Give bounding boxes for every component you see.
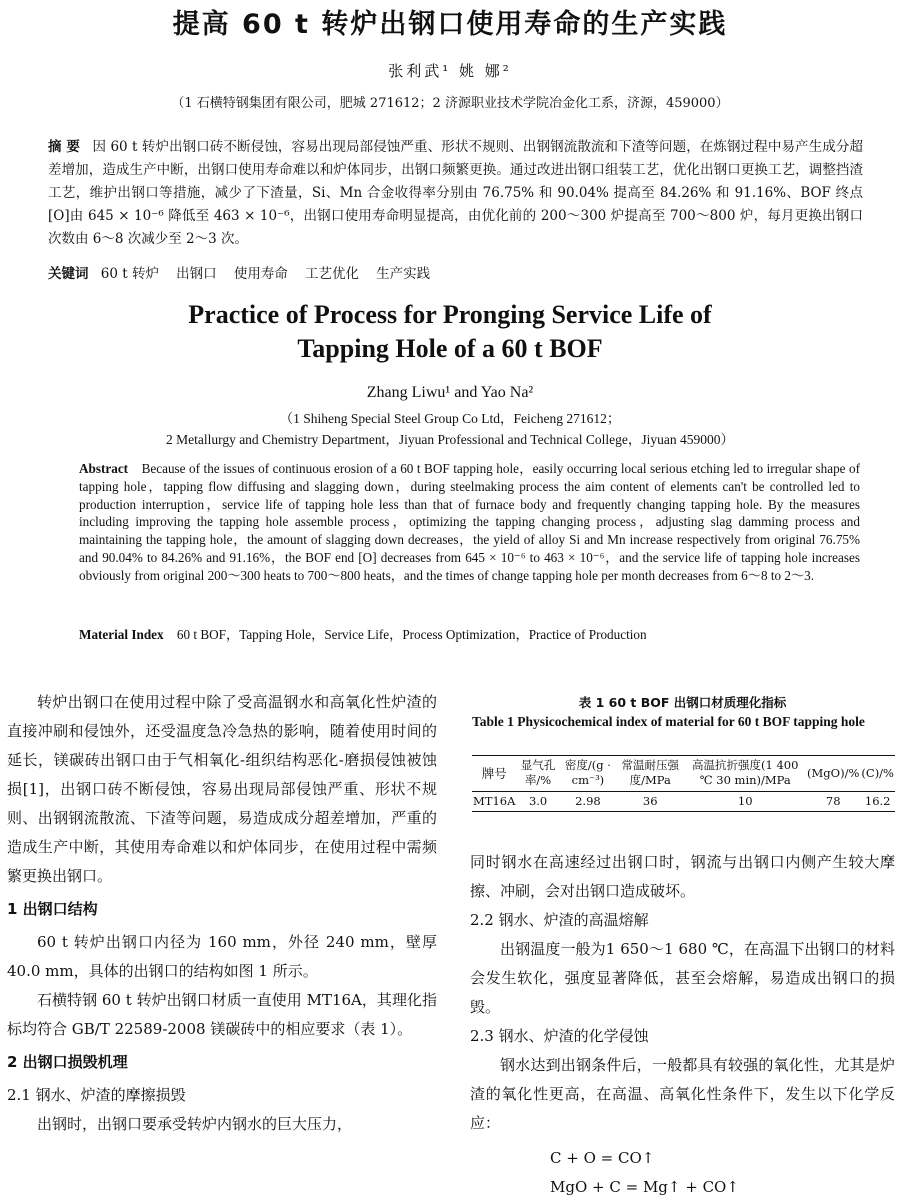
table-1-caption-english: Table 1 Physicochemical index of material for 60 t BOF tapping hole [472,714,865,729]
section-2-1-paragraph-1: 出钢时，出钢口要承受转炉内钢水的巨大压力， [37,1115,353,1133]
table-header-cell: (C)/% [860,756,895,792]
section-2-3-paragraph-1: 钢水达到出钢条件后，一般都具有较强的氧化性，尤其是炉渣的氧化性更高，在高温、高氧化性条件下，发生以下化学反应： [470,1056,895,1132]
continued-paragraph: 同时钢水在高速经过出钢口时，钢流与出钢口内侧产生较大摩擦、冲刷，会对出钢口造成破坏。 [470,853,895,900]
english-material-index-text: 60 t BOF，Tapping Hole，Service Life，Process Optimization，Practice of Production [176,627,647,642]
section-2-heading: 2 出钢口损毁机理 [7,1053,128,1071]
chinese-authors: 张利武¹ 姚 娜² [388,62,512,80]
section-2-3-heading: 2.3 钢水、炉渣的化学侵蚀 [470,1027,649,1045]
table-1 [472,755,895,812]
table-cell: 78 [806,792,860,812]
table-cell: 16.2 [860,792,895,812]
chinese-keywords-text: 60 t 转炉 出钢口 使用寿命 工艺优化 生产实践 [100,266,431,282]
chinese-abstract [48,136,863,251]
table-header-cell: 密度/(g · cm⁻³) [560,756,616,792]
table-header-cell: (MgO)/% [806,756,860,792]
chinese-affiliation: （1 石横特钢集团有限公司，肥城 271612；2 济源职业技术学院冶金化工系，济源，459000） [171,96,729,111]
section-1-heading: 1 出钢口结构 [7,900,98,918]
table-cell: 10 [684,792,806,812]
english-abstract-text: Because of the issues of continuous erosion of a 60 t BOF tapping hole，easily occurring local serious etching led to irregular shape of tapping hole，tapping flow diffusing and slagging down，during steelmaking process the aim content of elements can't be controlled led to production interruption，service life of tapping hole less than that of furnace body and frequently changing tapping hole. By the measures including improving the tapping hole assemble process，optimizing the tapping changing process，adjusting slag damming process and maintaining the tapping hole，the amount of slagging down decreases，the yield of alloy Si and Mn increase respectively from original 76.75% and 90.04% to 84.26% and 91.16%，the BOF end [O] decreases from 645 × 10⁻⁶ to 463 × 10⁻⁶，and the service life of tapping hole increases obviously from original 200～300 heats to 700～800 heats，and the times of change tapping hole per month decreases from 6～8 to 2～3. [79,461,861,583]
body-right-column [470,848,895,1202]
chinese-keywords [48,263,863,286]
table-header-cell: 高温抗折强度(1 400 ℃ 30 min)/MPa [684,756,806,792]
table-header-cell: 牌号 [472,756,516,792]
english-material-index [79,626,860,644]
table-cell: MT16A [472,792,516,812]
body-left-column [7,688,437,1139]
table-cell: 36 [616,792,684,812]
chinese-abstract-label: 摘 要 [48,139,81,155]
equation-2: MgO + C = Mg↑ + CO↑ [550,1178,739,1196]
section-2-1-heading: 2.1 钢水、炉渣的摩擦损毁 [7,1086,186,1104]
section-2-2-paragraph-1: 出钢温度一般为1 650～1 680 ℃，在高温下出钢口的材料会发生软化，强度显著降低，甚至会熔解，易造成出钢口的损毁。 [470,940,895,1016]
table-header-row [472,756,895,792]
table-header-cell: 显气孔率/% [516,756,559,792]
english-affiliation-line-2: 2 Metallurgy and Chemistry Department，Jiyuan Professional and Technical College，Jiyuan 459000） [165,432,735,447]
english-title-line-1: Practice of Process for Pronging Service Life of [188,300,712,329]
table-1-caption-chinese: 表 1 60 t BOF 出钢口材质理化指标 [578,695,787,710]
english-title [0,298,900,366]
english-abstract-label: Abstract [79,461,129,476]
english-title-line-2: Tapping Hole of a 60 t BOF [297,334,603,363]
english-material-index-label: Material Index [79,627,164,642]
equation-1: C + O = CO↑ [550,1149,655,1167]
chinese-abstract-text: 因 60 t 转炉出钢口砖不断侵蚀，容易出现局部侵蚀严重、形状不规则、出钢钢流散流和下渣等问题，在炼钢过程中易产生成分超差增加，造成生产中断，出钢口使用寿命难以和炉体同步，出钢口频繁更换。通过改进出钢口组装工艺，优化出钢口更换工艺，调整挡渣工艺，维护出钢口等措施，减少了下渣量，Si、Mn 合金收得率分别由 76.75% 和 90.04% 提高至 84.26% 和 91.16%、BOF 终点[O]由 645 × 10⁻⁶ 降低至 463 × 10⁻⁶，出钢口使用寿命明显提高，由优化前的 200～300 炉提高至 700～800 炉，每月更换出钢口次数由 6～8 次减少至 2～3 次。 [48,139,863,247]
section-1-paragraph-1: 60 t 转炉出钢口内径为 160 mm，外径 240 mm，壁厚 40.0 mm，具体的出钢口的结构如图 1 所示。 [7,933,437,980]
intro-paragraph: 转炉出钢口在使用过程中除了受高温钢水和高氧化性炉渣的直接冲刷和侵蚀外，还受温度急冷急热的影响，随着使用时间的延长，镁碳砖出钢口由于气相氧化-组织结构恶化-磨损侵蚀被蚀损[1]，出钢口砖不断侵蚀，容易出现局部侵蚀严重、形状不规则、出钢钢流散流、下渣等问题，易造成成分超差增加，严重的造成生产中断，其使用寿命难以和炉体同步，在使用过程中需频繁更换出钢口。 [7,693,437,885]
table-header-cell: 常温耐压强度/MPa [616,756,684,792]
english-abstract [79,460,860,585]
english-affiliation [0,408,900,450]
chinese-keywords-label: 关键词 [48,266,89,282]
english-authors: Zhang Liwu¹ and Yao Na² [366,384,534,401]
table-cell: 3.0 [516,792,559,812]
section-1-paragraph-2: 石横特钢 60 t 转炉出钢口材质一直使用 MT16A，其理化指标均符合 GB/T 22589-2008 镁碳砖中的相应要求（表 1）。 [7,991,437,1038]
english-affiliation-line-1: （1 Shiheng Special Steel Group Co Ltd，Feicheng 271612； [279,411,621,426]
table-row [472,792,895,812]
section-2-2-heading: 2.2 钢水、炉渣的高温熔解 [470,911,649,929]
table-cell: 2.98 [560,792,616,812]
chinese-title: 提高 60 t 转炉出钢口使用寿命的生产实践 [172,9,728,40]
